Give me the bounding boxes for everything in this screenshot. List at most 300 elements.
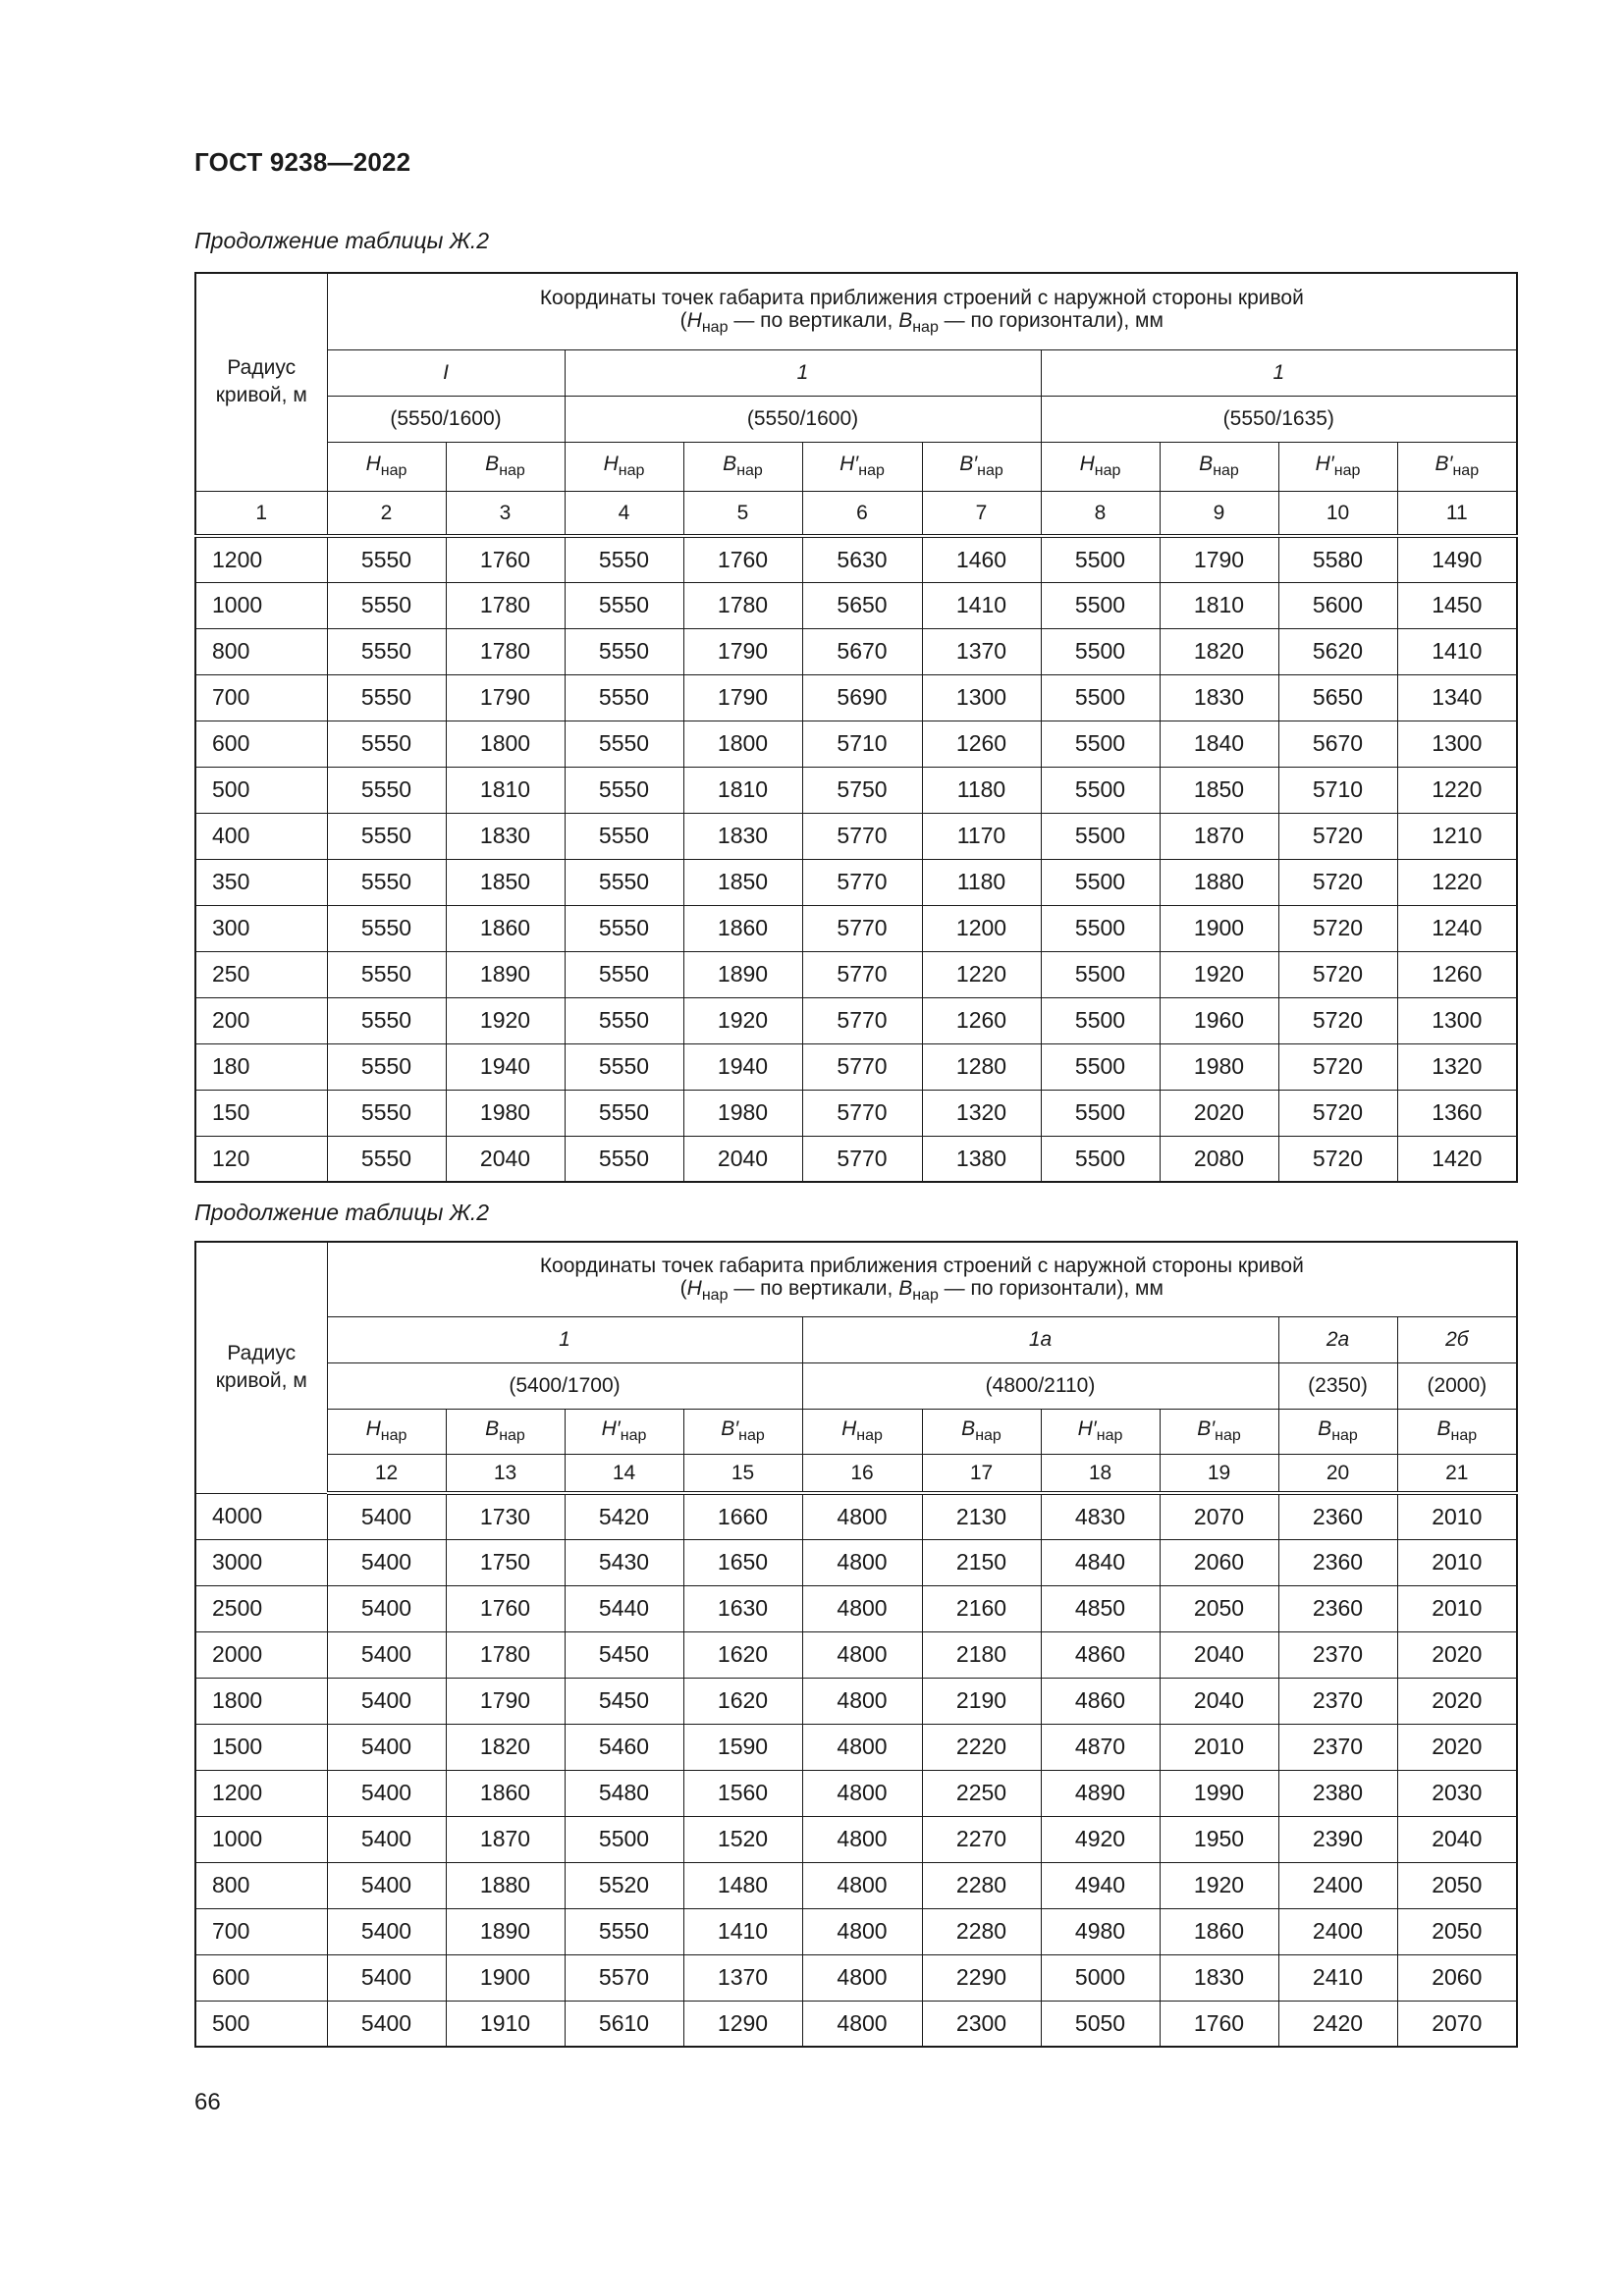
value-cell: 2180 [922, 1631, 1041, 1678]
value-cell: 5480 [565, 1770, 683, 1816]
value-cell: 5550 [565, 628, 683, 674]
gauge-label-1a: 1а [802, 1316, 1278, 1362]
value-cell: 4800 [802, 1493, 922, 1539]
value-cell: 1820 [446, 1724, 565, 1770]
value-cell: 1810 [1160, 582, 1278, 628]
value-cell: 5450 [565, 1678, 683, 1724]
gauge-dims-2b: (2000) [1397, 1362, 1517, 1409]
coordinates-header-line-2: ($H_{нар}$ — по вертикали, $B_{нар}$ — по горизонтали), мм [679, 1277, 1164, 1304]
table-row [195, 1724, 1517, 1770]
value-cell: 2370 [1278, 1724, 1397, 1770]
radius-header-line-1: Радиус [227, 355, 297, 379]
value-cell: 2360 [1278, 1585, 1397, 1631]
value-cell: 5400 [327, 1816, 446, 1862]
value-cell: 1410 [683, 1908, 802, 1954]
radius-cell: 150 [195, 1090, 327, 1136]
gauge-dims-1: (5550/1600) [327, 396, 565, 442]
value-cell: 2040 [1160, 1678, 1278, 1724]
column-number: 6 [802, 491, 922, 536]
value-cell: 2010 [1397, 1539, 1517, 1585]
value-cell: 1630 [683, 1585, 802, 1631]
value-cell: 4800 [802, 2001, 922, 2047]
value-cell: 5550 [565, 582, 683, 628]
coordinates-header-line-1: Координаты точек габарита приближения строений с наружной стороны кривой [539, 286, 1304, 309]
table-2-caption: Продолжение таблицы Ж.2 [194, 1200, 490, 1225]
radius-cell: 500 [195, 767, 327, 813]
value-cell: 1730 [446, 1493, 565, 1539]
value-cell: 1410 [1397, 628, 1517, 674]
value-cell: 1850 [446, 859, 565, 905]
value-cell: 5400 [327, 1493, 446, 1539]
value-cell: 5750 [802, 767, 922, 813]
value-cell: 1490 [1397, 536, 1517, 582]
value-cell: 4850 [1041, 1585, 1160, 1631]
value-cell: 1860 [446, 905, 565, 951]
value-cell: 4940 [1041, 1862, 1160, 1908]
value-cell: 1340 [1397, 674, 1517, 721]
value-cell: 5710 [1278, 767, 1397, 813]
value-cell: 1780 [446, 628, 565, 674]
column-number-row [195, 491, 1517, 536]
table-row [195, 2001, 1517, 2047]
value-cell: 4800 [802, 1724, 922, 1770]
radius-cell: 1200 [195, 1770, 327, 1816]
value-cell: 5720 [1278, 997, 1397, 1043]
value-cell: 2060 [1160, 1539, 1278, 1585]
value-cell: 2360 [1278, 1539, 1397, 1585]
value-cell: 2010 [1160, 1724, 1278, 1770]
value-cell: 1830 [1160, 674, 1278, 721]
table-row [195, 1136, 1517, 1182]
table-row [195, 1539, 1517, 1585]
value-cell: 1890 [683, 951, 802, 997]
value-cell: 2060 [1397, 1954, 1517, 2001]
value-cell: 5500 [1041, 536, 1160, 582]
radius-cell: 1000 [195, 1816, 327, 1862]
table-row [195, 767, 1517, 813]
value-cell: 1860 [446, 1770, 565, 1816]
value-cell: 2020 [1397, 1724, 1517, 1770]
value-cell: 5500 [1041, 951, 1160, 997]
value-cell: 2270 [922, 1816, 1041, 1862]
column-symbol: $B_{нар}$ [683, 442, 802, 491]
value-cell: 5550 [565, 1908, 683, 1954]
value-cell: 1210 [1397, 813, 1517, 859]
value-cell: 5400 [327, 1631, 446, 1678]
value-cell: 5720 [1278, 859, 1397, 905]
value-cell: 1360 [1397, 1090, 1517, 1136]
value-cell: 5550 [327, 536, 446, 582]
column-symbol: $H'_{нар}$ [565, 1409, 683, 1454]
value-cell: 4800 [802, 1954, 922, 2001]
value-cell: 2020 [1397, 1631, 1517, 1678]
value-cell: 5440 [565, 1585, 683, 1631]
value-cell: 1260 [1397, 951, 1517, 997]
value-cell: 5550 [565, 536, 683, 582]
radius-header-line-2: кривой, м [215, 384, 307, 407]
radius-cell: 700 [195, 1908, 327, 1954]
value-cell: 5550 [327, 1136, 446, 1182]
value-cell: 1870 [1160, 813, 1278, 859]
value-cell: 5550 [327, 905, 446, 951]
gauge-dims-2a: (2350) [1278, 1362, 1397, 1409]
value-cell: 5580 [1278, 536, 1397, 582]
value-cell: 1910 [446, 2001, 565, 2047]
value-cell: 5770 [802, 859, 922, 905]
value-cell: 1780 [446, 1631, 565, 1678]
column-number: 16 [802, 1454, 922, 1493]
value-cell: 5520 [565, 1862, 683, 1908]
value-cell: 1220 [922, 951, 1041, 997]
radius-cell: 2000 [195, 1631, 327, 1678]
value-cell: 1300 [922, 674, 1041, 721]
gauge-label-2b: 2б [1397, 1316, 1517, 1362]
value-cell: 1260 [922, 721, 1041, 767]
value-cell: 5500 [1041, 813, 1160, 859]
value-cell: 2400 [1278, 1862, 1397, 1908]
column-number: 10 [1278, 491, 1397, 536]
value-cell: 2250 [922, 1770, 1041, 1816]
value-cell: 1620 [683, 1631, 802, 1678]
symbol-row [195, 442, 1517, 491]
radius-header-line-2: кривой, м [215, 1369, 307, 1393]
value-cell: 1890 [446, 1908, 565, 1954]
column-symbol: $B'_{нар}$ [683, 1409, 802, 1454]
symbol-row [195, 1409, 1517, 1454]
value-cell: 5550 [327, 997, 446, 1043]
value-cell: 1950 [1160, 1816, 1278, 1862]
coordinates-header-line-2: ($H_{нар}$ — по вертикали, $B_{нар}$ — по горизонтали), мм [679, 309, 1164, 336]
value-cell: 2040 [683, 1136, 802, 1182]
value-cell: 1320 [1397, 1043, 1517, 1090]
table-row [195, 1090, 1517, 1136]
value-cell: 1560 [683, 1770, 802, 1816]
value-cell: 5500 [1041, 859, 1160, 905]
column-symbol: $B'_{нар}$ [922, 442, 1041, 491]
value-cell: 2370 [1278, 1678, 1397, 1724]
value-cell: 1780 [683, 582, 802, 628]
value-cell: 5720 [1278, 1090, 1397, 1136]
value-cell: 1880 [446, 1862, 565, 1908]
value-cell: 1300 [1397, 997, 1517, 1043]
value-cell: 5550 [327, 859, 446, 905]
value-cell: 1840 [1160, 721, 1278, 767]
column-symbol: $B_{нар}$ [922, 1409, 1041, 1454]
value-cell: 1790 [683, 628, 802, 674]
value-cell: 2050 [1397, 1862, 1517, 1908]
value-cell: 1380 [922, 1136, 1041, 1182]
radius-cell: 1800 [195, 1678, 327, 1724]
value-cell: 1790 [446, 674, 565, 721]
value-cell: 4800 [802, 1678, 922, 1724]
table-row [195, 859, 1517, 905]
value-cell: 2190 [922, 1678, 1041, 1724]
value-cell: 5690 [802, 674, 922, 721]
column-number: 18 [1041, 1454, 1160, 1493]
value-cell: 2300 [922, 2001, 1041, 2047]
value-cell: 5720 [1278, 951, 1397, 997]
value-cell: 1220 [1397, 859, 1517, 905]
radius-cell: 1000 [195, 582, 327, 628]
value-cell: 5500 [1041, 905, 1160, 951]
value-cell: 5550 [565, 951, 683, 997]
column-number: 12 [327, 1454, 446, 1493]
value-cell: 5550 [565, 905, 683, 951]
value-cell: 1830 [1160, 1954, 1278, 2001]
value-cell: 1810 [446, 767, 565, 813]
radius-column-header [195, 273, 327, 491]
value-cell: 1520 [683, 1816, 802, 1862]
value-cell: 1920 [1160, 951, 1278, 997]
value-cell: 1460 [922, 536, 1041, 582]
value-cell: 5500 [1041, 997, 1160, 1043]
column-number: 17 [922, 1454, 1041, 1493]
value-cell: 5720 [1278, 1043, 1397, 1090]
radius-cell: 180 [195, 1043, 327, 1090]
column-number: 21 [1397, 1454, 1517, 1493]
value-cell: 1790 [1160, 536, 1278, 582]
table-2 [194, 1241, 1518, 2048]
value-cell: 1290 [683, 2001, 802, 2047]
value-cell: 2360 [1278, 1493, 1397, 1539]
value-cell: 5770 [802, 1043, 922, 1090]
column-number: 9 [1160, 491, 1278, 536]
document-standard-header: ГОСТ 9238—2022 [194, 147, 411, 177]
value-cell: 1590 [683, 1724, 802, 1770]
column-number: 3 [446, 491, 565, 536]
value-cell: 1450 [1397, 582, 1517, 628]
radius-cell: 120 [195, 1136, 327, 1182]
column-number: 4 [565, 491, 683, 536]
value-cell: 5720 [1278, 813, 1397, 859]
value-cell: 2050 [1160, 1585, 1278, 1631]
value-cell: 5710 [802, 721, 922, 767]
value-cell: 1920 [446, 997, 565, 1043]
value-cell: 5400 [327, 1862, 446, 1908]
value-cell: 5720 [1278, 905, 1397, 951]
radius-cell: 600 [195, 721, 327, 767]
gauge-label-1: 1 [327, 1316, 802, 1362]
column-number: 19 [1160, 1454, 1278, 1493]
value-cell: 1800 [446, 721, 565, 767]
value-cell: 5650 [802, 582, 922, 628]
value-cell: 1920 [683, 997, 802, 1043]
value-cell: 1220 [1397, 767, 1517, 813]
table-row [195, 813, 1517, 859]
column-number: 11 [1397, 491, 1517, 536]
column-symbol: $B_{нар}$ [1278, 1409, 1397, 1454]
value-cell: 5400 [327, 1908, 446, 1954]
value-cell: 2040 [446, 1136, 565, 1182]
value-cell: 5500 [1041, 721, 1160, 767]
value-cell: 1830 [683, 813, 802, 859]
radius-cell: 250 [195, 951, 327, 997]
gauge-dims-2: (5550/1600) [565, 396, 1041, 442]
value-cell: 2390 [1278, 1816, 1397, 1862]
value-cell: 1920 [1160, 1862, 1278, 1908]
table-1-caption: Продолжение таблицы Ж.2 [194, 228, 490, 253]
radius-column-header [195, 1242, 327, 1493]
value-cell: 5550 [327, 951, 446, 997]
value-cell: 5550 [327, 628, 446, 674]
value-cell: 5550 [565, 813, 683, 859]
column-symbol: $H'_{нар}$ [802, 442, 922, 491]
column-number: 7 [922, 491, 1041, 536]
value-cell: 4800 [802, 1631, 922, 1678]
radius-cell: 1500 [195, 1724, 327, 1770]
value-cell: 4800 [802, 1816, 922, 1862]
value-cell: 5420 [565, 1493, 683, 1539]
value-cell: 4800 [802, 1862, 922, 1908]
value-cell: 1980 [683, 1090, 802, 1136]
gauge-dims-3: (5550/1635) [1041, 396, 1517, 442]
column-symbol: $B_{нар}$ [446, 1409, 565, 1454]
value-cell: 5770 [802, 1136, 922, 1182]
value-cell: 5570 [565, 1954, 683, 2001]
value-cell: 1850 [683, 859, 802, 905]
value-cell: 2370 [1278, 1631, 1397, 1678]
value-cell: 5550 [327, 813, 446, 859]
column-number: 5 [683, 491, 802, 536]
value-cell: 4800 [802, 1585, 922, 1631]
value-cell: 5600 [1278, 582, 1397, 628]
value-cell: 1410 [922, 582, 1041, 628]
value-cell: 2070 [1160, 1493, 1278, 1539]
value-cell: 5550 [327, 767, 446, 813]
value-cell: 1480 [683, 1862, 802, 1908]
value-cell: 5670 [802, 628, 922, 674]
radius-cell: 300 [195, 905, 327, 951]
column-symbol: $B_{нар}$ [1397, 1409, 1517, 1454]
gauge-dims-1a: (4800/2110) [802, 1362, 1278, 1409]
value-cell: 4920 [1041, 1816, 1160, 1862]
value-cell: 2040 [1397, 1816, 1517, 1862]
value-cell: 5650 [1278, 674, 1397, 721]
value-cell: 2010 [1397, 1493, 1517, 1539]
value-cell: 4980 [1041, 1908, 1160, 1954]
value-cell: 1980 [1160, 1043, 1278, 1090]
value-cell: 1820 [1160, 628, 1278, 674]
radius-cell: 700 [195, 674, 327, 721]
value-cell: 1280 [922, 1043, 1041, 1090]
value-cell: 5550 [327, 674, 446, 721]
column-symbol: $H_{нар}$ [565, 442, 683, 491]
table-row [195, 1493, 1517, 1539]
value-cell: 1880 [1160, 859, 1278, 905]
table-row [195, 1954, 1517, 2001]
table-1 [194, 272, 1518, 1183]
value-cell: 5550 [565, 1090, 683, 1136]
value-cell: 4860 [1041, 1678, 1160, 1724]
value-cell: 2130 [922, 1493, 1041, 1539]
value-cell: 2280 [922, 1862, 1041, 1908]
table-row [195, 721, 1517, 767]
value-cell: 1200 [922, 905, 1041, 951]
column-symbol: $H'_{нар}$ [1041, 1409, 1160, 1454]
column-number: 13 [446, 1454, 565, 1493]
value-cell: 5400 [327, 1770, 446, 1816]
table-row [195, 905, 1517, 951]
radius-cell: 4000 [195, 1493, 327, 1539]
value-cell: 1760 [446, 1585, 565, 1631]
value-cell: 4860 [1041, 1631, 1160, 1678]
value-cell: 1660 [683, 1493, 802, 1539]
value-cell: 1850 [1160, 767, 1278, 813]
value-cell: 4800 [802, 1539, 922, 1585]
value-cell: 1370 [683, 1954, 802, 2001]
table-row [195, 1862, 1517, 1908]
value-cell: 5400 [327, 1539, 446, 1585]
value-cell: 5400 [327, 1954, 446, 2001]
coordinates-header-line-1: Координаты точек габарита приближения строений с наружной стороны кривой [539, 1254, 1304, 1277]
table-row [195, 674, 1517, 721]
column-number: 20 [1278, 1454, 1397, 1493]
value-cell: 5610 [565, 2001, 683, 2047]
column-symbol: $H_{нар}$ [327, 1409, 446, 1454]
column-symbol: $H_{нар}$ [327, 442, 446, 491]
table-2-body [195, 1493, 1517, 2047]
table-row [195, 536, 1517, 582]
page-number: 66 [194, 2089, 221, 2115]
value-cell: 1860 [1160, 1908, 1278, 1954]
value-cell: 1960 [1160, 997, 1278, 1043]
value-cell: 2080 [1160, 1136, 1278, 1182]
value-cell: 5550 [565, 767, 683, 813]
value-cell: 5500 [1041, 628, 1160, 674]
value-cell: 2220 [922, 1724, 1041, 1770]
value-cell: 5460 [565, 1724, 683, 1770]
value-cell: 5500 [1041, 582, 1160, 628]
column-number: 1 [195, 491, 327, 536]
column-symbol: $B'_{нар}$ [1160, 1409, 1278, 1454]
value-cell: 5550 [565, 721, 683, 767]
gauge-label-3: 1 [1041, 349, 1517, 396]
value-cell: 1650 [683, 1539, 802, 1585]
value-cell: 2150 [922, 1539, 1041, 1585]
value-cell: 5620 [1278, 628, 1397, 674]
value-cell: 5720 [1278, 1136, 1397, 1182]
column-symbol: $B'_{нар}$ [1397, 442, 1517, 491]
value-cell: 5550 [327, 1043, 446, 1090]
value-cell: 5630 [802, 536, 922, 582]
table-row [195, 997, 1517, 1043]
table-row [195, 1585, 1517, 1631]
value-cell: 4830 [1041, 1493, 1160, 1539]
value-cell: 5770 [802, 997, 922, 1043]
value-cell: 5550 [327, 721, 446, 767]
value-cell: 4890 [1041, 1770, 1160, 1816]
value-cell: 5550 [327, 582, 446, 628]
value-cell: 1170 [922, 813, 1041, 859]
value-cell: 2010 [1397, 1585, 1517, 1631]
value-cell: 5500 [565, 1816, 683, 1862]
radius-cell: 350 [195, 859, 327, 905]
value-cell: 5500 [1041, 1043, 1160, 1090]
gauge-label-2: 1 [565, 349, 1041, 396]
value-cell: 1760 [446, 536, 565, 582]
value-cell: 1940 [446, 1043, 565, 1090]
value-cell: 4870 [1041, 1724, 1160, 1770]
value-cell: 1260 [922, 997, 1041, 1043]
radius-cell: 1200 [195, 536, 327, 582]
value-cell: 5550 [327, 1090, 446, 1136]
value-cell: 2050 [1397, 1908, 1517, 1954]
value-cell: 1900 [446, 1954, 565, 2001]
value-cell: 4840 [1041, 1539, 1160, 1585]
value-cell: 1760 [683, 536, 802, 582]
value-cell: 1420 [1397, 1136, 1517, 1182]
value-cell: 5770 [802, 1090, 922, 1136]
